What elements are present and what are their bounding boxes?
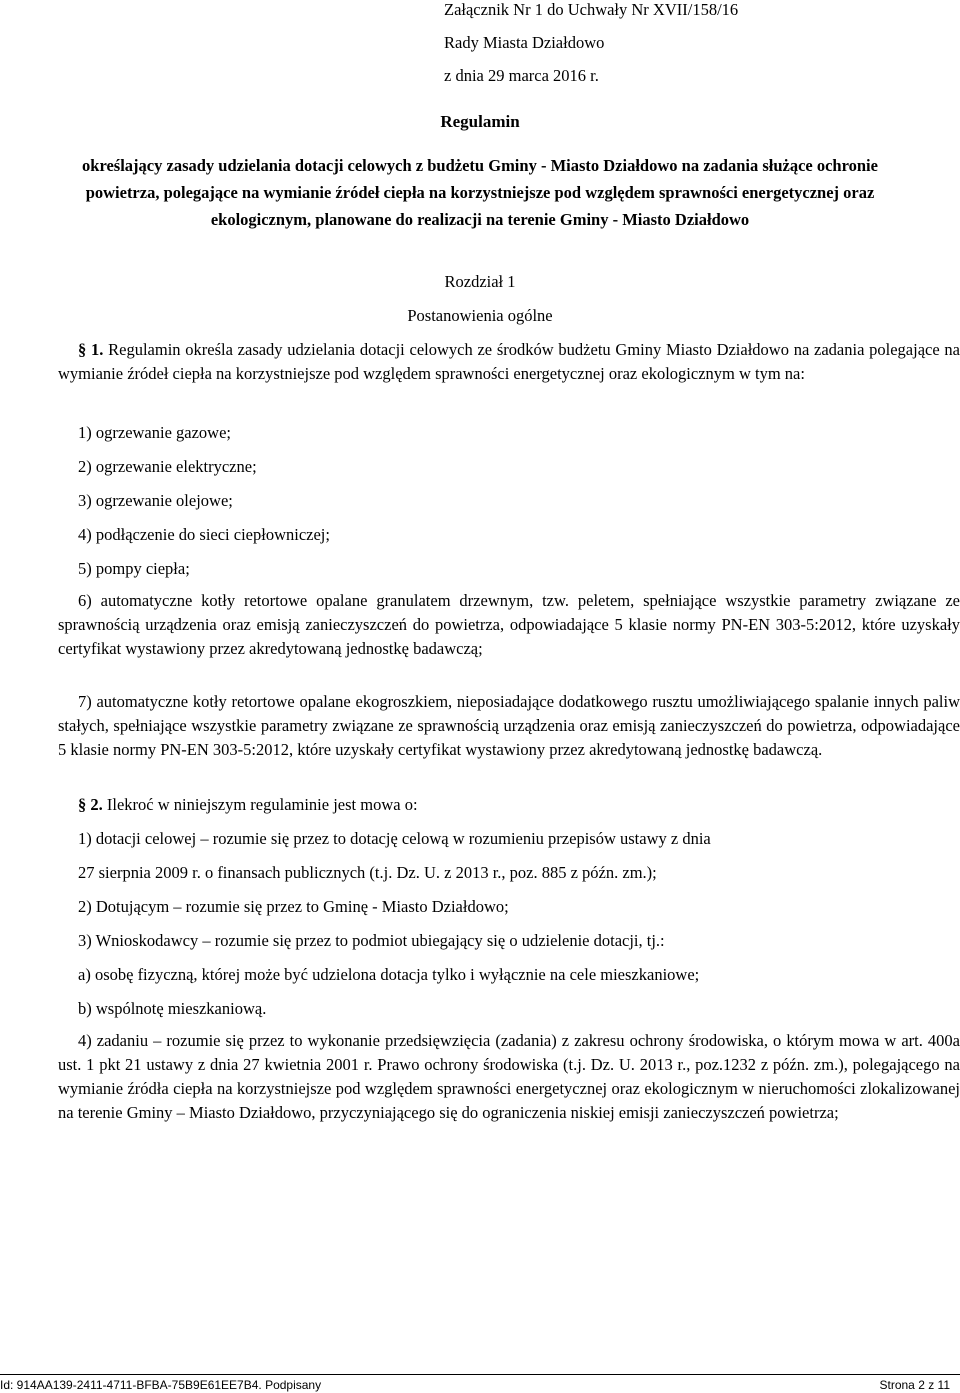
section-2-intro <box>58 793 960 817</box>
section-2-text: Ilekroć w niniejszym regulaminie jest mowa o: <box>106 795 418 814</box>
list-item: 2) ogrzewanie elektryczne; <box>78 457 257 476</box>
document-subtitle: określający zasady udzielania dotacji celowych z budżetu Gminy - Miasto Działdowo na zadania służące ochronie powietrza, polegające na wymianie źródeł ciepła na korzystniejsze pod względem sprawności energetycznej oraz ekologicznym, planowane do realizacji na terenie Gminy - Miasto Działdowo <box>82 156 878 229</box>
list-item-7-text: 7) automatyczne kotły retortowe opalane ekogroszkiem, nieposiadające dodatkowego rusztu umożliwiającego spalanie innych paliw stałych, spełniające wszystkie parametry związane ze sprawnością urządzenia oraz emisją zanieczyszczeń do powietrza, odpowiadające 5 klasie normy PN-EN 303-5:2012, które uzyskały certyfikat wystawiony przez akredytowaną jednostkę badawczą. <box>58 692 960 759</box>
document-id: Id: 914AA139-2411-4711-BFBA-75B9E61EE7B4. Podpisany <box>0 1378 322 1392</box>
definition-3: 3) Wnioskodawcy – rozumie się przez to podmiot ubiegający się o udzielenie dotacji, tj.: <box>78 931 665 950</box>
definition-4 <box>58 1029 960 1125</box>
page-footer <box>0 1374 960 1392</box>
definition-2: 2) Dotującym – rozumie się przez to Gminę - Miasto Działdowo; <box>78 897 509 916</box>
definition-1-line-1: 1) dotacji celowej – rozumie się przez to dotację celową w rozumieniu przepisów ustawy z dnia <box>78 829 711 848</box>
chapter-name: Postanowienia ogólne <box>407 306 553 325</box>
annex-header <box>444 0 738 99</box>
list-item: 4) podłączenie do sieci ciepłowniczej; <box>78 525 330 544</box>
list-item-6 <box>58 589 960 661</box>
list-item: 1) ogrzewanie gazowe; <box>78 423 232 442</box>
definition-1-line-2: 27 sierpnia 2009 r. o finansach publicznych (t.j. Dz. U. z 2013 r., poz. 885 z późn. zm.); <box>78 863 657 882</box>
list-item: 3) ogrzewanie olejowe; <box>78 491 233 510</box>
section-1-intro <box>58 338 960 386</box>
list-item-7 <box>58 690 960 762</box>
definition-3a: a) osobę fizyczną, której może być udzielona dotacja tylko i wyłącznie na cele mieszkaniowe; <box>78 965 700 984</box>
section-1-mark: § 1. <box>78 340 104 359</box>
list-item-6-text: 6) automatyczne kotły retortowe opalane granulatem drzewnym, tzw. peletem, spełniające wszystkie parametry związane ze sprawnością urządzenia oraz emisją zanieczyszczeń do powietrza, odpowiadające 5 klasie normy PN-EN 303-5:2012, które uzyskały certyfikat wystawiony przez akredytowaną jednostkę badawczą; <box>58 591 960 658</box>
list-item: 5) pompy ciepła; <box>78 559 190 578</box>
definition-4-text: 4) zadaniu – rozumie się przez to wykonanie przedsięwzięcia (zadania) z zakresu ochrony środowiska, o którym mowa w art. 400a ust. 1 pkt 21 ustawy z dnia 27 kwietnia 2001 r. Prawo ochrony środowiska (t.j. Dz. U. 2013 r., poz.1232 z późn. zm.), polegającego na wymianie źródła ciepła na korzystniejsze pod względem sprawności energetycznej oraz ekologicznym w nieruchomości zlokalizowanej na terenie Gminy – Miasto Działdowo, przyczyniającego się do ograniczenia niskiej emisji zanieczyszczeń powietrza; <box>58 1031 960 1122</box>
annex-line-3: z dnia 29 marca 2016 r. <box>444 66 599 85</box>
chapter-number: Rozdział 1 <box>444 272 516 291</box>
annex-line-2: Rady Miasta Działdowo <box>444 33 605 52</box>
page-number: Strona 2 z 11 <box>879 1378 950 1392</box>
section-2-mark: § 2. <box>78 795 103 814</box>
document-title: Regulamin <box>440 112 520 131</box>
section-1-text: Regulamin określa zasady udzielania dotacji celowych ze środków budżetu Gminy Miasto Działdowo na zadania polegające na wymianie źródeł ciepła na korzystniejsze pod względem sprawności energetycznej oraz ekologicznym w tym na: <box>58 340 960 383</box>
definition-3b: b) wspólnotę mieszkaniową. <box>78 999 267 1018</box>
annex-line-1: Załącznik Nr 1 do Uchwały Nr XVII/158/16 <box>444 0 739 19</box>
